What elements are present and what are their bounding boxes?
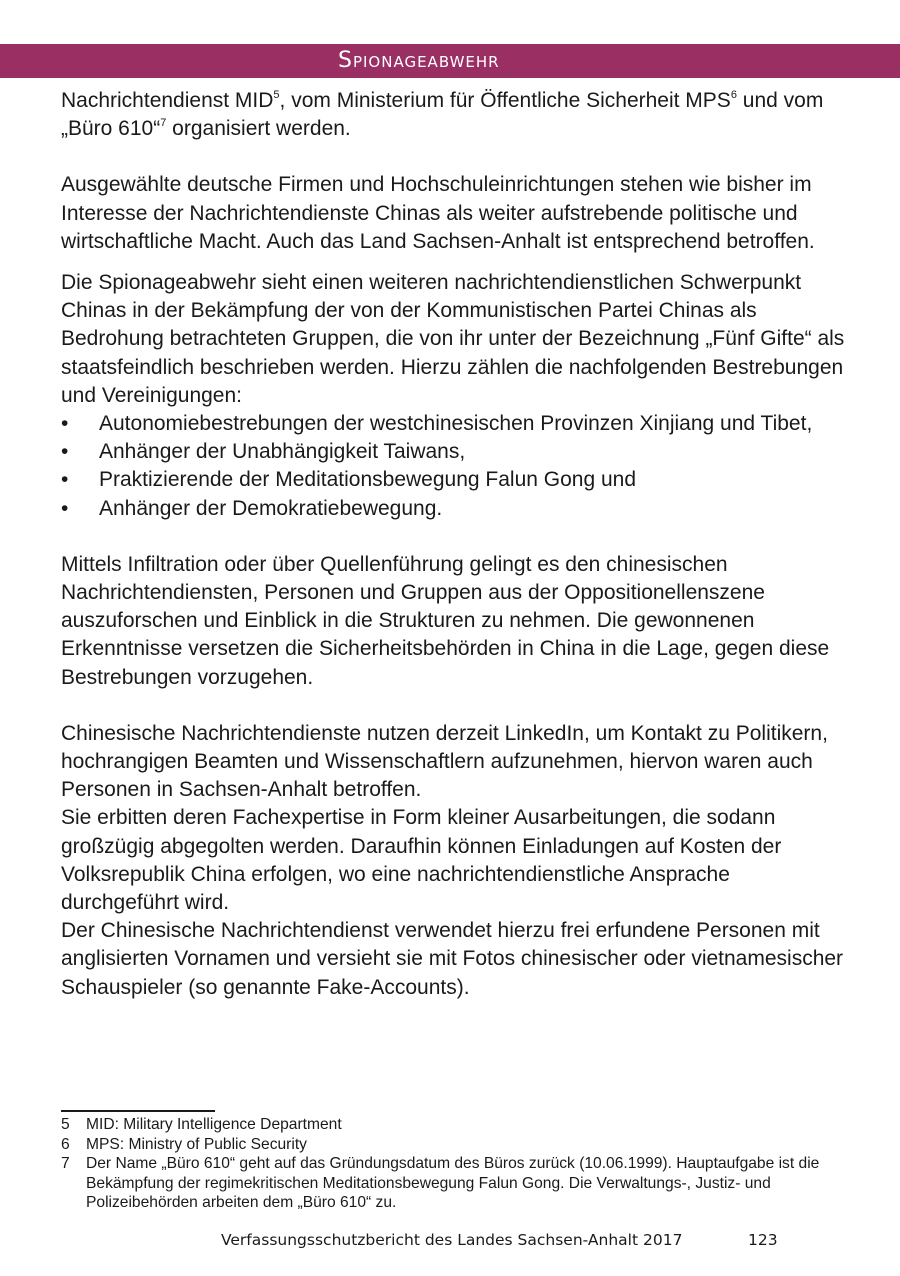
paragraph-1-text-a: Nachrichtendienst MID bbox=[61, 89, 274, 112]
paragraph-5: Chinesische Nachrichtendienste nutzen derzeit LinkedIn, um Kontakt zu Politikern, hochrangigen Beamten und Wissenschaftlern aufzunehmen, hiervon waren auch Personen in Sachsen-Anhalt betroffen. bbox=[61, 721, 828, 802]
paragraph-1-text-b: , vom Ministerium für Öffentliche Sicherheit MPS bbox=[279, 89, 731, 112]
paragraph-2: Ausgewählte deutsche Firmen und Hochschuleinrichtungen stehen wie bisher im Interesse der Nachrichtendienste Chinas als weiter aufstrebende politische und wirtschaftliche Macht. Auch das Land Sachsen-Anhalt ist entsprechend betroffen. bbox=[61, 173, 815, 253]
list-item-text: Autonomiebestrebungen der westchinesischen Provinzen Xinjiang und Tibet, bbox=[99, 412, 813, 436]
list-item-text: Anhänger der Demokratiebewegung. bbox=[99, 496, 443, 520]
list-item-text: Praktizierende der Meditationsbewegung Falun Gong und bbox=[99, 468, 637, 492]
paragraph-3: Die Spionageabwehr sieht einen weiteren nachrichtendienstlichen Schwerpunkt Chinas in der Bekämpfung der von der Kommunistischen Partei Chinas als Bedrohung betrachteten Gruppen, die von ihr unter der Bezeichnung „Fünf Gifte“ als staatsfeindlich beschrieben werden. Hierzu zählen die nachfolgenden Bestrebungen und Vereinigungen: bbox=[61, 271, 845, 407]
paragraph-1-text-c: und vom „Büro 610“ bbox=[61, 89, 824, 141]
page-footer bbox=[0, 1229, 900, 1251]
paragraph-4: Mittels Infiltration oder über Quellenführung gelingt es den chinesischen Nachrichtendiensten, Personen und Gruppen aus der Oppositionellenszene auszuforschen und Einblick in die Strukturen zu nehmen. Die gewonnenen Erkenntnisse versetzen die Sicherheitsbehörden in China in die Lage, gegen diese Bestrebungen vorzugehen. bbox=[61, 552, 830, 689]
bullet-icon: • bbox=[61, 468, 69, 492]
footnote-divider bbox=[61, 1110, 215, 1112]
list-item-text: Anhänger der Unabhängigkeit Taiwans, bbox=[99, 440, 466, 464]
footnote-ref-5: 5 bbox=[273, 89, 280, 101]
bullet-list bbox=[61, 410, 846, 523]
footnotes bbox=[61, 1115, 821, 1213]
list-item bbox=[61, 438, 846, 466]
footnote-text: MPS: Ministry of Public Security bbox=[86, 1135, 307, 1153]
bullet-icon: • bbox=[61, 440, 69, 464]
paragraph-7: Der Chinesische Nachrichtendienst verwendet hierzu frei erfundene Personen mit anglisierten Vornamen und versieht sie mit Fotos chinesischer oder vietnamesischer Schauspieler (so genannte Fake-Accounts). bbox=[61, 919, 844, 999]
footnote-5 bbox=[61, 1115, 821, 1135]
list-item bbox=[61, 466, 846, 494]
list-item bbox=[61, 495, 846, 523]
footnote-number: 7 bbox=[61, 1155, 70, 1172]
section-title: Spionageabwehr bbox=[338, 48, 500, 73]
paragraph-6: Sie erbitten deren Fachexpertise in Form kleiner Ausarbeitungen, die sodann großzügig abgegolten werden. Daraufhin können Einladungen auf Kosten der Volksrepublik China erfolgen, wo eine nachrichtendienstliche Ansprache durchgeführt wird. bbox=[61, 806, 782, 915]
paragraph-1 bbox=[61, 87, 846, 143]
footnote-number: 5 bbox=[61, 1116, 70, 1133]
footnote-text: Der Name „Büro 610“ geht auf das Gründungsdatum des Büros zurück (10.06.1999). Hauptaufgabe ist die Bekämpfung der regimekritischen Meditationsbewegung Falun Gong. Die Verwaltungs-, Justiz- und Polizeibehörden arbeiten dem „Büro 610“ zu. bbox=[86, 1155, 820, 1211]
footnote-ref-6: 6 bbox=[730, 89, 737, 101]
page-number: 123 bbox=[748, 1231, 778, 1249]
footnote-7 bbox=[61, 1154, 821, 1213]
report-title: Verfassungsschutzbericht des Landes Sachsen-Anhalt 2017 bbox=[221, 1231, 683, 1249]
list-item bbox=[61, 410, 846, 438]
bullet-icon: • bbox=[61, 412, 69, 436]
main-text bbox=[61, 87, 846, 1002]
section-header-band bbox=[0, 44, 900, 78]
footnote-text: MID: Military Intelligence Department bbox=[86, 1116, 342, 1133]
bullet-icon: • bbox=[61, 496, 69, 520]
footnote-ref-7: 7 bbox=[160, 117, 167, 130]
paragraph-1-text-d: organisiert werden. bbox=[166, 117, 351, 141]
footnote-number: 6 bbox=[61, 1135, 70, 1153]
footnote-6 bbox=[61, 1135, 821, 1155]
